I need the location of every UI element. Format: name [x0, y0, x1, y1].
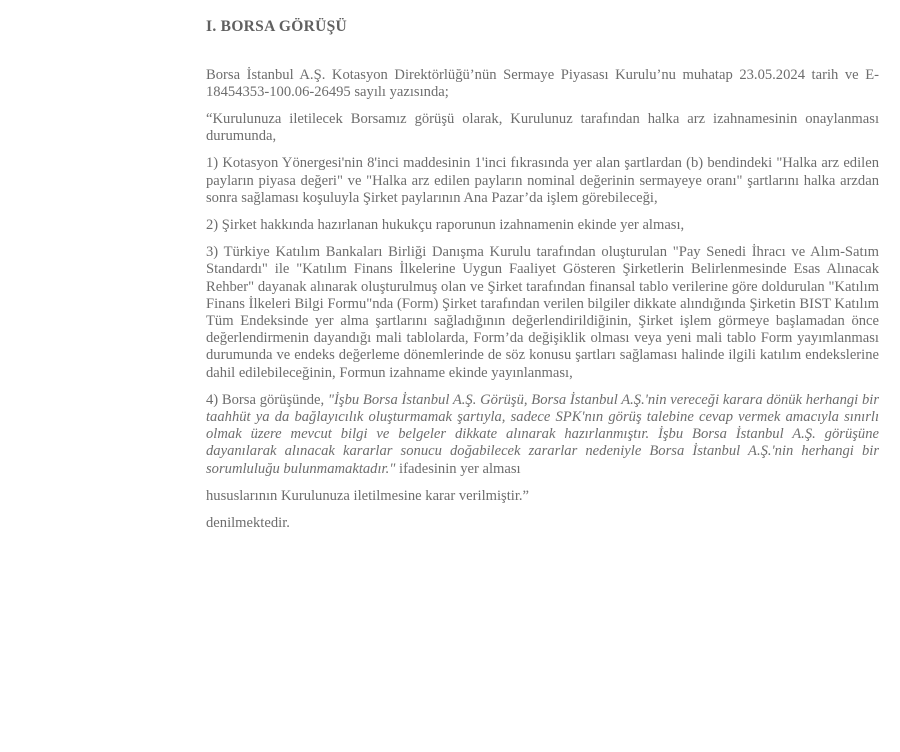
paragraph-item-4: [206, 392, 879, 478]
paragraph-item-1: 1) Kotasyon Yönergesi'nin 8'inci maddesinin 1'inci fıkrasında yer alan şartlardan (b) bendindeki "Halka arz edilen payların piyasa değeri" ve "Halka arz edilen payların nominal değerinin sermayeye oranı" şartlarını halka arzdan sonra sağlaması koşuluyla Şirket paylarının Ana Pazar’da işlem görebileceği,: [206, 155, 879, 206]
paragraph-closing-quote: hususlarının Kurulunuza iletilmesine karar verilmiştir.”: [206, 487, 530, 504]
paragraph-intro: Borsa İstanbul A.Ş. Kotasyon Direktörlüğü’nün Sermaye Piyasası Kurulu’nu muhatap 23.05.2024 tarih ve E-18454353-100.06-26495 sayılı yazısında;: [206, 66, 879, 100]
paragraph-item-3: 3) Türkiye Katılım Bankaları Birliği Danışma Kurulu tarafından oluşturulan "Pay Senedi İhracı ve Alım-Satım Standardı" ile "Katılım Finans İlkelerine Uygun Faaliyet Gösteren Şirketlerin Belirlenmesinde Esas Alınacak Rehber" dayanak alınarak oluşturulmuş olan ve Şirket tarafından finansal tablo verilerine göre doldurulan "Katılım Finans İlkeleri Bilgi Formu"nda (Form) Şirket tarafından verilen bilgiler dikkate alındığında Şirketin BIST Katılım Tüm Endeksinde yer alma şartlarını sağladığının değerlendirildiğinin, Şirket işlem görmeye başlamadan önce değerlendirmenin dayandığı mali tablolarda, Form’da değişiklik olması veya yeni mali tablo Form yayımlanması durumunda ve endeks değerleme dönemlerinde de söz konusu şartları sağlaması halinde ilgili katılım endekslerine dahil edilebileceğinin, Formun izahname ekinde yayınlanması,: [206, 244, 879, 381]
item-4-lead: 4) Borsa görüşünde,: [206, 391, 328, 408]
paragraph-closing-line: denilmektedir.: [206, 515, 290, 532]
document-body: [206, 18, 879, 532]
paragraph-opening-quote: “Kurulunuza iletilecek Borsamız görüşü olarak, Kurulunuz tarafından halka arz izahnamesinin onaylanması durumunda,: [206, 111, 879, 145]
item-4-tail: ifadesinin yer alması: [395, 460, 521, 477]
paragraph-item-2: 2) Şirket hakkında hazırlanan hukukçu raporunun izahnamenin ekinde yer alması,: [206, 217, 685, 234]
item-4-quoted-statement: "İşbu Borsa İstanbul A.Ş. Görüşü, Borsa İstanbul A.Ş.'nin vereceği karara dönük herhangi bir taahhüt ya da bağlayıcılık oluşturmamak şartıyla, sadece SPK'nın görüş talebine cevap vermek amacıyla sınırlı olmak üzere mevcut bilgi ve belgeler dikkate alınarak hazırlanmıştır. İşbu Borsa İstanbul A.Ş. görüşüne dayanılarak alınacak kararlar sonucu doğabilecek zararlar nedeniyle Borsa İstanbul A.Ş.'nin herhangi bir sorumluluğu bulunmamaktadır.": [206, 391, 879, 477]
page-title: I. BORSA GÖRÜŞÜ: [206, 18, 348, 35]
